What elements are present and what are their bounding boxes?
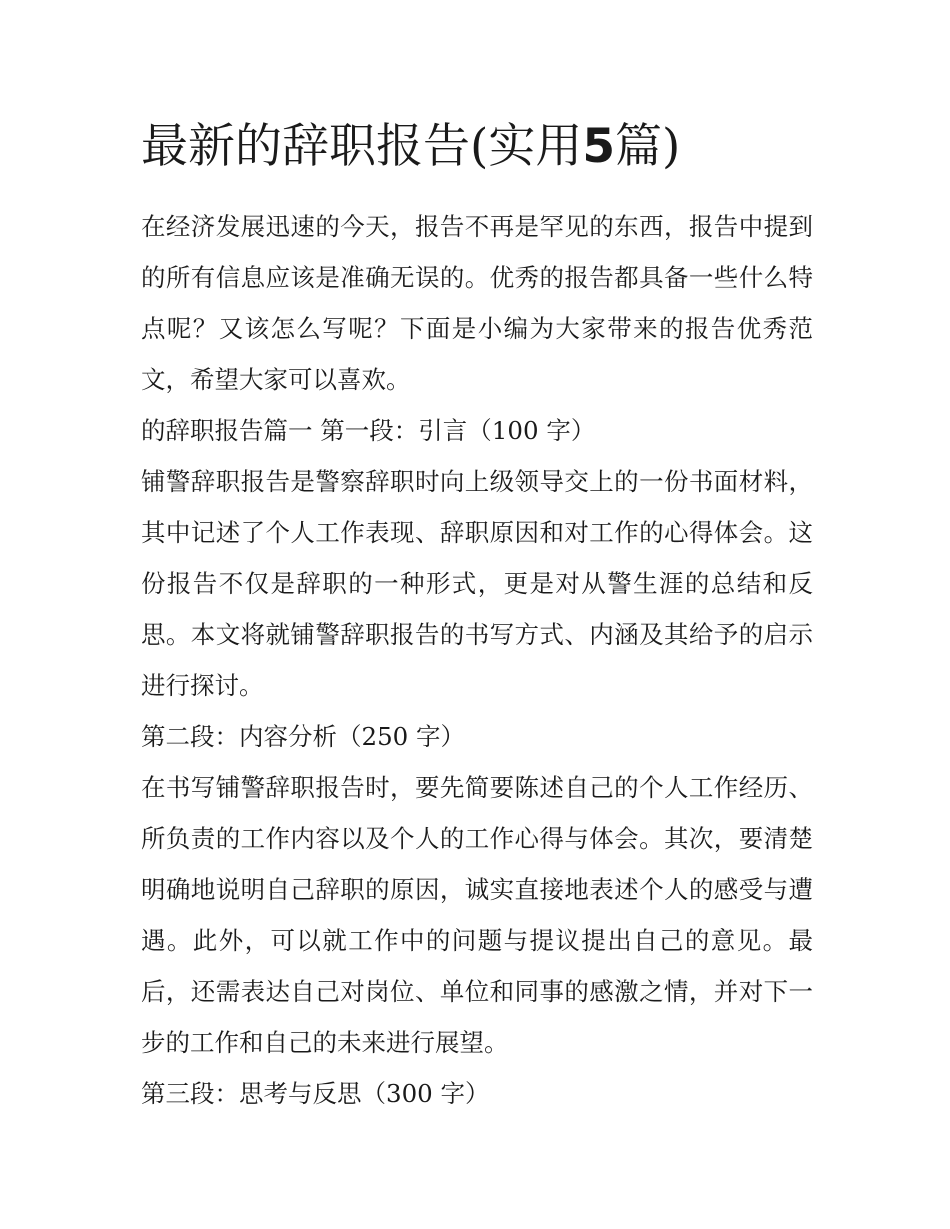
document-title [141,115,813,179]
intro-paragraph: 在经济发展迅速的今天，报告不再是罕见的东西，报告中提到的所有信息应该是准确无误的。优秀的报告都具备一些什么特点呢？又该怎么写呢？下面是小编为大家带来的报告优秀范文，希望大家可以喜欢。 [141,212,813,394]
document-page [141,115,813,1119]
body-paragraph-2: 在书写铺警辞职报告时，要先简要陈述自己的个人工作经历、所负责的工作内容以及个人的工作心得与体会。其次，要清楚明确地说明自己辞职的原因，诚实直接地表述个人的感受与遭遇。此外，可以就工作中的问题与提议提出自己的意见。最后，还需表达自己对岗位、单位和同事的感激之情，并对下一步的工作和自己的未来进行展望。 [141,773,813,1057]
title-suffix: 篇) [615,119,681,174]
section-heading-3: 第三段：思考与反思（300 字） [141,1079,490,1108]
body-paragraph-1: 铺警辞职报告是警察辞职时向上级领导交上的一份书面材料，其中记述了个人工作表现、辞职原因和对工作的心得体会。这份报告不仅是辞职的一种形式，更是对从警生涯的总结和反思。本文将就铺警辞职报告的书写方式、内涵及其给予的启示进行探讨。 [141,467,813,700]
title-prefix: 最新的辞职报告(实用 [141,119,583,174]
title-number: 5 [582,119,616,174]
section-heading-1: 的辞职报告篇一 第一段：引言（100 字） [141,416,596,445]
section-heading-2: 第二段：内容分析（250 字） [141,722,466,751]
